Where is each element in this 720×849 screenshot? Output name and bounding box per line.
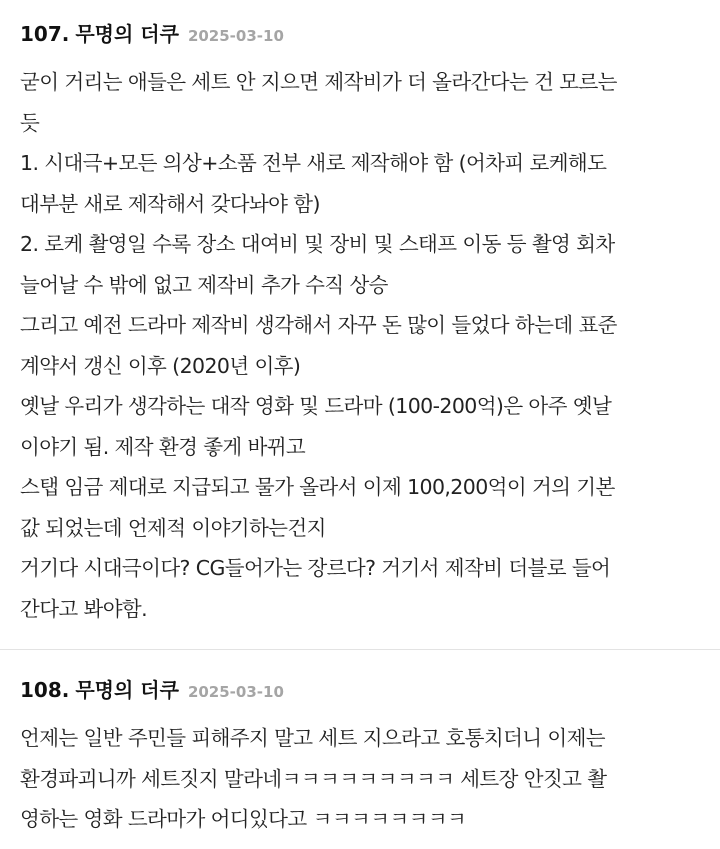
comment-line: 이야기 됨. 제작 환경 좋게 바뀌고	[20, 434, 306, 459]
comment-author[interactable]: 무명의 더쿠	[75, 22, 179, 46]
comment-number: 107.	[20, 22, 70, 46]
comment-date: 2025-03-10	[187, 683, 284, 701]
comment-line: 거기다 시대극이다? CG들어가는 장르다? 거기서 제작비 더블로 들어	[20, 556, 611, 580]
comment-line: 그리고 예전 드라마 제작비 생각해서 자꾸 돈 많이 들었다 하는데 표준	[20, 313, 617, 337]
comment-author[interactable]: 무명의 더쿠	[75, 678, 179, 702]
comment-line: 듯	[20, 110, 40, 135]
comment-date: 2025-03-10	[187, 27, 284, 45]
comment-line: 옛날 우리가 생각하는 대작 영화 및 드라마 (100-200억)은 아주 옛날	[20, 394, 612, 418]
comment-line: 영하는 영화 드라마가 어디있다고 ㅋㅋㅋㅋㅋㅋㅋㅋ	[20, 807, 467, 831]
comment-line: 2. 로케 촬영일 수록 장소 대여비 및 장비 및 스태프 이동 등 촬영 회차	[20, 232, 615, 256]
comment-line: 늘어날 수 밖에 없고 제작비 추가 수직 상승	[20, 272, 388, 297]
comment-line: 계약서 갱신 이후 (2020년 이후)	[20, 353, 301, 378]
comment-line: 1. 시대극+모든 의상+소품 전부 새로 제작해야 함 (어차피 로케해도	[20, 151, 607, 175]
comment-body	[20, 718, 700, 840]
comment-header	[20, 18, 700, 50]
comment-line: 굳이 거리는 애들은 세트 안 지으면 제작비가 더 올라간다는 건 모르는	[20, 70, 617, 94]
comment-line: 환경파괴니까 세트짓지 말라네ㅋㅋㅋㅋㅋㅋㅋㅋㅋ 세트장 안짓고 촬	[20, 766, 607, 791]
comment-header	[20, 674, 700, 706]
comment-line: 스탭 임금 제대로 지급되고 물가 올라서 이제 100,200억이 거의 기본	[20, 475, 615, 499]
comment-line: 대부분 새로 제작해서 갖다놔야 함)	[20, 191, 320, 216]
comment-108	[0, 650, 720, 840]
comment-line: 값 되었는데 언제적 이야기하는건지	[20, 515, 326, 540]
comment-body	[20, 62, 700, 629]
comment-line: 언제는 일반 주민들 피해주지 말고 세트 지으라고 호통치더니 이제는	[20, 726, 606, 750]
comment-number: 108.	[20, 678, 70, 702]
comment-line: 간다고 봐야함.	[20, 596, 148, 621]
